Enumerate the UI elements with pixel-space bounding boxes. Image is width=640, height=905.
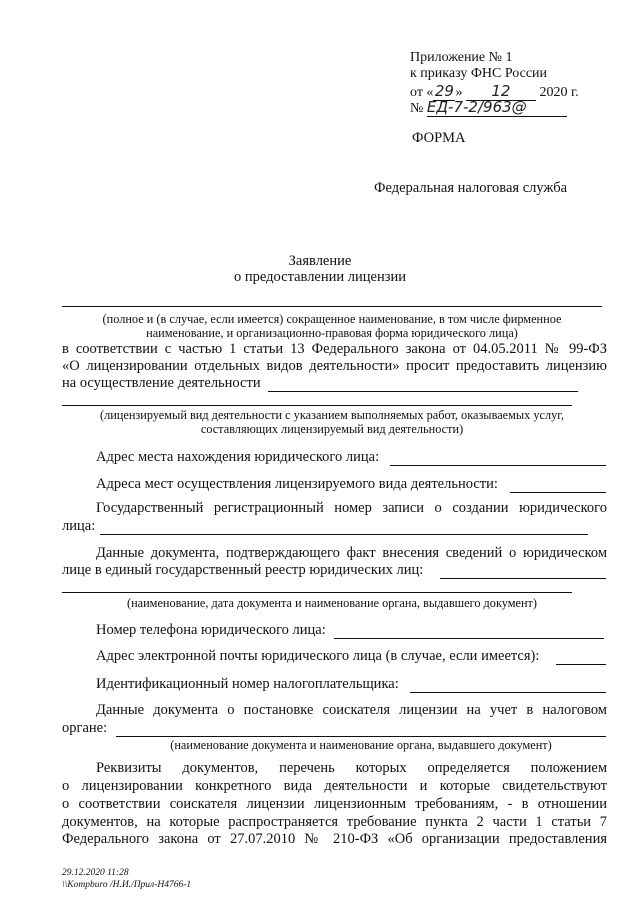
recipient: Федеральная налоговая служба: [374, 180, 568, 196]
requisites-line-3: о соответствии соискателя лицензии лицензионным требованиям, - в отношении: [62, 796, 607, 812]
email-field[interactable]: [556, 664, 606, 665]
activity-addresses-field[interactable]: [510, 492, 606, 493]
tax-caption: (наименование документа и наименование органа, выдавшего документ): [170, 738, 552, 752]
requisites-line-4: документов, на которые распространяется требование пункта 2 части 1 статьи 7: [62, 814, 607, 830]
tax-line-2: органе:: [62, 720, 108, 736]
name-field-line[interactable]: [62, 306, 602, 307]
egrul-line-1: Данные документа, подтверждающего факт внесения сведений о юридическом: [96, 545, 607, 561]
tax-field[interactable]: [116, 736, 606, 737]
inn-label: Идентификационный номер налогоплательщика:: [96, 676, 399, 692]
date-day: 29: [434, 82, 454, 100]
date-prefix: от «: [410, 85, 434, 100]
tax-line-1: Данные документа о постановке соискателя лицензии на учет в налоговом: [96, 702, 607, 718]
form-label: ФОРМА: [412, 130, 466, 146]
title-line-1: Заявление: [288, 253, 352, 269]
ogrn-line-1: Государственный регистрационный номер записи о создании юридического: [96, 500, 607, 516]
egrul-field-line-2[interactable]: [62, 592, 572, 593]
date-year: 2020 г.: [539, 85, 579, 100]
requisites-line-2: о лицензировании конкретного вида деятельности и которые свидетельствуют: [62, 778, 607, 794]
activity-caption-2: составляющих лицензируемый вид деятельности): [200, 422, 464, 436]
phone-label: Номер телефона юридического лица:: [96, 622, 326, 638]
requisites-line-1: Реквизиты документов, перечень которых определяется положением: [96, 760, 607, 776]
paragraph-1-line-3: на осуществление деятельности: [62, 375, 261, 391]
requisites-line-5: Федерального закона от 27.07.2010 № 210-ФЗ «Об организации предоставления: [62, 831, 607, 847]
phone-field[interactable]: [334, 638, 604, 639]
date-month: 12: [466, 82, 536, 101]
footer-file-path: \\Kompburo /Н.И./Прил-Н4766-1: [62, 880, 192, 890]
name-caption-2: наименование, и организационно-правовая форма юридического лица): [146, 326, 518, 340]
egrul-caption: (наименование, дата документа и наименование органа, выдавшего документ): [126, 596, 538, 610]
ogrn-field[interactable]: [100, 534, 588, 535]
inn-field[interactable]: [410, 692, 606, 693]
email-label: Адрес электронной почты юридического лица (в случае, если имеется):: [96, 648, 540, 664]
order-number: [410, 98, 567, 117]
date-mid: »: [455, 85, 463, 100]
number-value: ЕД-7-2/963@: [427, 98, 567, 117]
footer-timestamp: 29.12.2020 11:28: [62, 868, 129, 878]
address-field[interactable]: [390, 465, 606, 466]
activity-field-line-1[interactable]: [268, 391, 578, 392]
egrul-line-2: лице в единый государственный реестр юридических лиц:: [62, 562, 424, 578]
ogrn-line-2: лица:: [62, 518, 96, 534]
address-label: Адрес места нахождения юридического лица:: [96, 449, 380, 465]
activity-addresses-label: Адреса мест осуществления лицензируемого вида деятельности:: [96, 476, 498, 492]
egrul-field-line-1[interactable]: [440, 578, 606, 579]
number-prefix: №: [410, 101, 424, 116]
paragraph-1-line-2: «О лицензировании отдельных видов деятельности» просит предоставить лицензию: [62, 358, 607, 374]
order-reference: к приказу ФНС России: [410, 66, 548, 81]
paragraph-1-line-1: в соответствии с частью 1 статьи 13 Федерального закона от 04.05.2011 № 99-ФЗ: [62, 341, 607, 357]
activity-caption-1: (лицензируемый вид деятельности с указанием выполняемых работ, оказываемых услуг,: [99, 408, 565, 422]
name-caption-1: (полное и (в случае, если имеется) сокращенное наименование, в том числе фирменное: [102, 312, 562, 326]
appendix-label: Приложение № 1: [410, 50, 513, 65]
activity-field-line-2[interactable]: [62, 405, 572, 406]
title-line-2: о предоставлении лицензии: [234, 269, 406, 285]
